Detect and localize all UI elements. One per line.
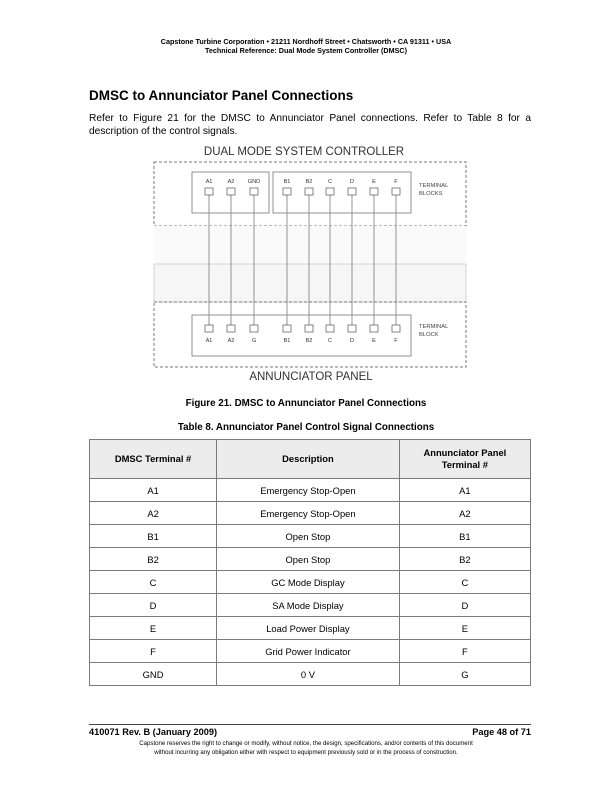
- dmsc-terminal-squares: [205, 188, 400, 195]
- col-header-line1: Annunciator Panel: [423, 447, 507, 458]
- table-row: [90, 663, 531, 686]
- footer-doc-id: 410071 Rev. B (January 2009): [89, 727, 218, 737]
- table-row: [90, 640, 531, 663]
- cell-dmsc-terminal: A2: [90, 502, 217, 525]
- annunciator-terminal-label: C: [327, 338, 333, 344]
- dmsc-terminal-label: B2: [305, 179, 313, 185]
- dmsc-terminal-label: F: [394, 179, 398, 185]
- annunciator-terminal-label: D: [349, 338, 355, 344]
- annunciator-terminal-block: [192, 315, 411, 356]
- annunciator-terminal-label: A2: [227, 338, 235, 344]
- dmsc-terminal-label: D: [349, 179, 355, 185]
- cell-annunciator-terminal: G: [399, 663, 530, 686]
- annunciator-terminal-label: B1: [283, 338, 291, 344]
- dmsc-terminal-block-b: [273, 172, 411, 213]
- cell-description: Open Stop: [217, 525, 400, 548]
- cell-description: GC Mode Display: [217, 571, 400, 594]
- cell-description: Emergency Stop-Open: [217, 479, 400, 502]
- annunciator-terminal-label: G: [251, 338, 257, 344]
- cell-annunciator-terminal: D: [399, 594, 530, 617]
- cell-annunciator-terminal: F: [399, 640, 530, 663]
- cell-dmsc-terminal: F: [90, 640, 217, 663]
- signal-table: [89, 439, 531, 686]
- diagram-bottom-title: ANNUNCIATOR PANEL: [249, 371, 373, 383]
- table-header-row: [90, 440, 531, 479]
- diagram-top-title: DUAL MODE SYSTEM CONTROLLER: [203, 146, 405, 158]
- footer-disclaimer-line1: Capstone reserves the right to change or modify, without notice, the design, specifications, and/or contents of this document: [139, 740, 473, 747]
- dmsc-side-label-2: BLOCKS: [419, 191, 443, 197]
- cell-description: Emergency Stop-Open: [217, 502, 400, 525]
- cell-description: SA Mode Display: [217, 594, 400, 617]
- col-header-description: Description: [217, 440, 400, 479]
- table-row: [90, 525, 531, 548]
- table-row: [90, 548, 531, 571]
- cell-dmsc-terminal: B1: [90, 525, 217, 548]
- cell-dmsc-terminal: GND: [90, 663, 217, 686]
- intro-paragraph: Refer to Figure 21 for the DMSC to Annunciator Panel connections. Refer to Table 8 for a description of the control signals.: [89, 113, 531, 137]
- annunciator-terminal-squares: [205, 325, 400, 332]
- cell-dmsc-terminal: C: [90, 571, 217, 594]
- separator-band: [154, 226, 466, 264]
- footer-page-number: Page 48 of 71: [472, 727, 531, 737]
- cell-description: Grid Power Indicator: [217, 640, 400, 663]
- table-row: [90, 502, 531, 525]
- cell-dmsc-terminal: B2: [90, 548, 217, 571]
- cell-dmsc-terminal: A1: [90, 479, 217, 502]
- figure-caption: Figure 21. DMSC to Annunciator Panel Connections: [185, 398, 427, 409]
- dmsc-terminal-label: A2: [227, 179, 235, 185]
- dmsc-side-label-1: TERMINAL: [419, 183, 449, 189]
- annunciator-terminal-label: A1: [205, 338, 213, 344]
- cell-annunciator-terminal: C: [399, 571, 530, 594]
- footer-disclaimer-line2: without incurring any obligation either with respect to equipment previously sold or in the process of construction.: [154, 748, 458, 756]
- annunciator-terminal-label: F: [394, 338, 398, 344]
- cell-annunciator-terminal: B2: [399, 548, 530, 571]
- cell-description: Load Power Display: [217, 617, 400, 640]
- table-row: [90, 594, 531, 617]
- cell-description: 0 V: [217, 663, 400, 686]
- cell-annunciator-terminal: A1: [399, 479, 530, 502]
- footer-disclaimer: [0, 740, 612, 757]
- table-row: [90, 571, 531, 594]
- section-heading: DMSC to Annunciator Panel Connections: [89, 88, 354, 103]
- table-row: [90, 617, 531, 640]
- col-header-dmsc-terminal: DMSC Terminal #: [90, 440, 217, 479]
- dmsc-terminal-label: E: [372, 179, 376, 185]
- cell-annunciator-terminal: B1: [399, 525, 530, 548]
- cell-description: Open Stop: [217, 548, 400, 571]
- cell-dmsc-terminal: D: [90, 594, 217, 617]
- annunciator-side-label-1: TERMINAL: [419, 324, 449, 330]
- header-doc-title: Technical Reference: Dual Mode System Controller (DMSC): [205, 46, 407, 55]
- separator-band-lower: [154, 264, 466, 302]
- col-header-line2: Terminal #: [441, 459, 488, 470]
- annunciator-terminal-label: E: [372, 338, 376, 344]
- table-row: [90, 479, 531, 502]
- cell-annunciator-terminal: A2: [399, 502, 530, 525]
- annunciator-terminal-label: B2: [305, 338, 313, 344]
- dmsc-terminal-label: GND: [247, 179, 261, 185]
- col-header-annunciator-terminal: [399, 440, 530, 479]
- header-company-line: Capstone Turbine Corporation • 21211 Nordhoff Street • Chatsworth • CA 91311 • USA: [160, 37, 452, 46]
- cell-annunciator-terminal: E: [399, 617, 530, 640]
- footer-rule: [89, 724, 531, 725]
- annunciator-side-label-2: BLOCK: [419, 332, 439, 338]
- dmsc-terminal-label: B1: [283, 179, 291, 185]
- table-caption: Table 8. Annunciator Panel Control Signal Connections: [177, 422, 435, 433]
- cell-dmsc-terminal: E: [90, 617, 217, 640]
- dmsc-terminal-label: A1: [205, 179, 213, 185]
- dmsc-terminal-label: C: [327, 179, 333, 185]
